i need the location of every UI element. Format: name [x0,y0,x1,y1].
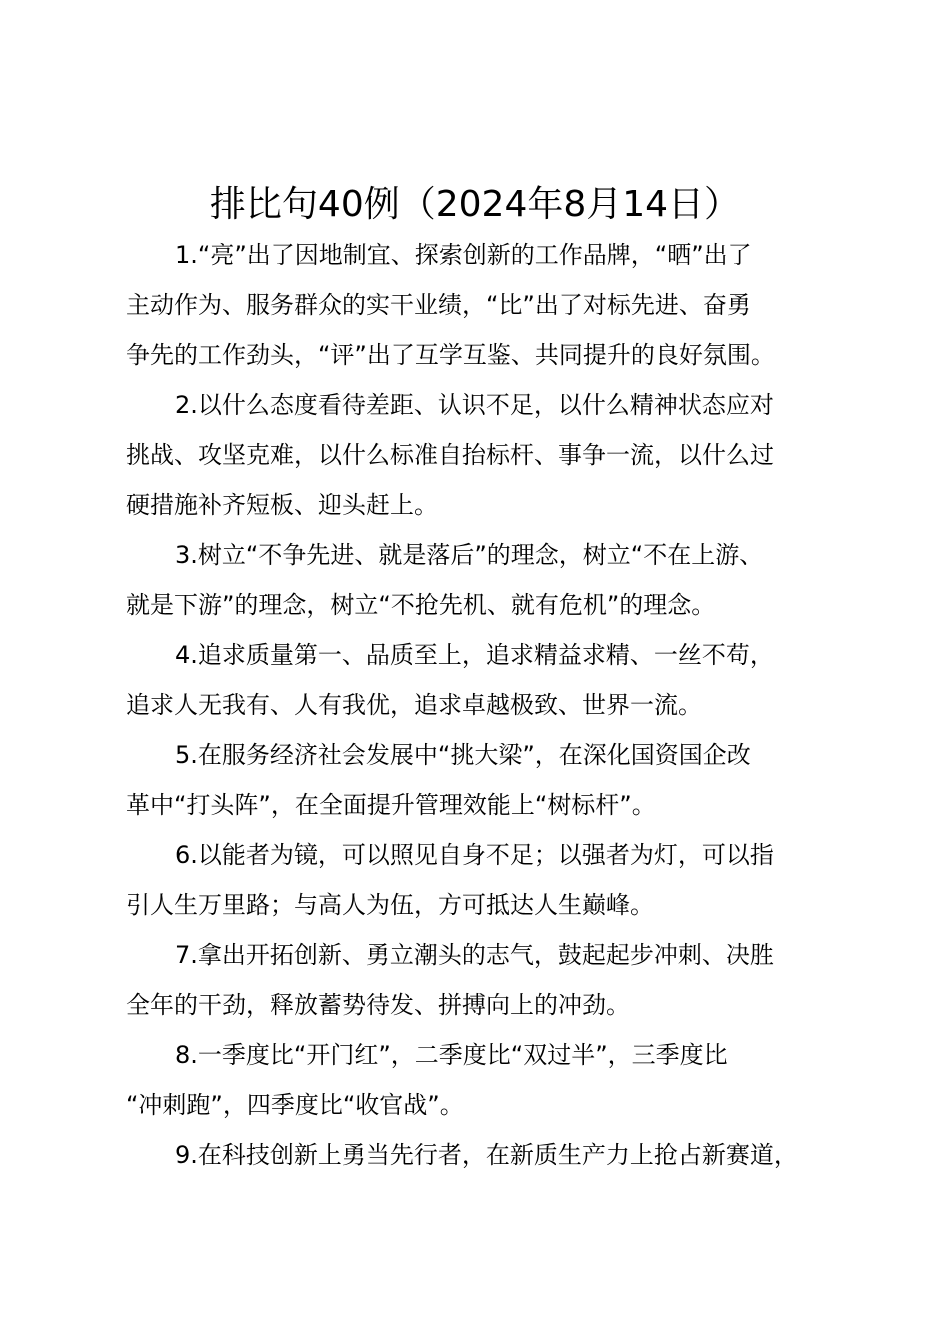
paragraph-6-line-2: 引人生万里路；与高人为伍，方可抵达人生巅峰。 [126,891,654,919]
paragraph-1-line-2: 主动作为、服务群众的实干业绩，“比”出了对标先进、奋勇 [126,291,751,319]
paragraph-6-line-1: 6.以能者为镜，可以照见自身不足；以强者为灯，可以指 [175,841,774,869]
paragraph-2-line-1: 2.以什么态度看待差距、认识不足，以什么精神状态应对 [175,391,774,419]
paragraph-8-line-2: “冲刺跑”，四季度比“收官战”。 [126,1091,464,1119]
paragraph-5-line-1: 5.在服务经济社会发展中“挑大梁”，在深化国资国企改 [175,741,751,769]
paragraph-2-line-2: 挑战、攻坚克难，以什么标准自抬标杆、事争一流，以什么过 [126,441,774,469]
paragraph-7-line-2: 全年的干劲，释放蓄势待发、拼搏向上的冲劲。 [126,991,630,1019]
paragraph-8-line-1: 8.一季度比“开门红”，二季度比“双过半”，三季度比 [175,1041,728,1069]
paragraph-3-line-2: 就是下游”的理念，树立“不抢先机、就有危机”的理念。 [126,591,716,619]
paragraph-9-line-1: 9.在科技创新上勇当先行者，在新质生产力上抢占新赛道， [175,1141,798,1169]
paragraph-4-line-2: 追求人无我有、人有我优，追求卓越极致、世界一流。 [126,691,702,719]
paragraph-3-line-1: 3.树立“不争先进、就是落后”的理念，树立“不在上游、 [175,541,764,569]
paragraph-5-line-2: 革中“打头阵”，在全面提升管理效能上“树标杆”。 [126,791,656,819]
document-title: 排比句40例（2024年8月14日） [209,184,741,225]
paragraph-1-line-1: 1.“亮”出了因地制宜、探索创新的工作品牌，“晒”出了 [175,241,752,269]
paragraph-4-line-1: 4.追求质量第一、品质至上，追求精益求精、一丝不苟， [175,641,774,669]
paragraph-1-line-3: 争先的工作劲头，“评”出了互学互鉴、共同提升的良好氛围。 [126,341,775,369]
paragraph-7-line-1: 7.拿出开拓创新、勇立潮头的志气，鼓起起步冲刺、决胜 [175,941,774,969]
paragraph-2-line-3: 硬措施补齐短板、迎头赶上。 [126,491,438,519]
